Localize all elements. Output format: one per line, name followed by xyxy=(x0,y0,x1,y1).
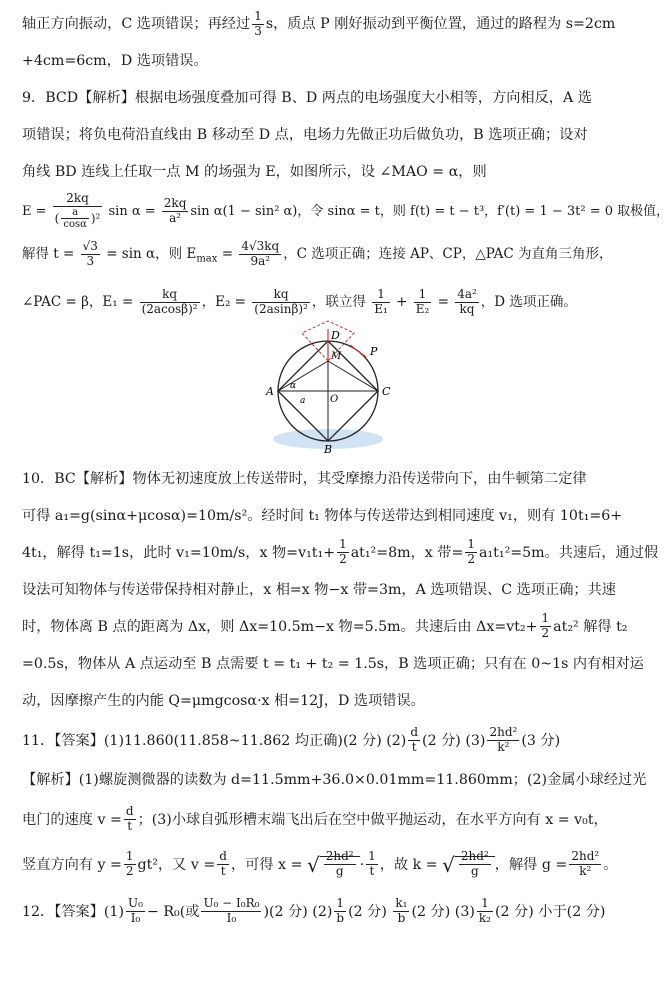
fraction: $\frac{1}{\text{k₂}}$ xyxy=(478,896,491,926)
fraction: $\frac{1}{2}$ xyxy=(125,849,134,879)
label-c: C xyxy=(382,384,391,398)
equation-line: E = 2kq ( $\frac{a}{\cos\alpha}$ )² sin α = $\frac{2kq}{\text{a²}}$ sin α(1 − sin² α)，令 sinα = t，则 f(t) = t − t³，f′(t) = 1 − 3t² = 0 取极值， xyxy=(22,191,669,231)
circle-square-figure xyxy=(22,327,625,457)
text-line: 动，因摩擦产生的内能 Q=μmgcosα·x 相=12J，D 选项错误。 xyxy=(22,692,425,709)
label-o: O xyxy=(330,393,339,405)
fraction: $\frac{kq}{\text{(2asinβ)²}}$ xyxy=(254,286,308,316)
label-p: P xyxy=(370,344,378,358)
fraction: $\frac{1}{2}$ xyxy=(339,537,347,567)
label-alpha: α xyxy=(290,380,297,391)
text-run: s，质点 P 刚好振动到平衡位置，通过的路程为 s=2cm xyxy=(265,16,616,32)
text-line: 4t₁，解得 t₁=1s，此时 v₁=10m/s，x 物=v₁t₁+ $\frac{1}{2}$ at₁²=8m，x 带= $\frac{1}{2}$ a₁t₁²=5m。共速后，通过假 xyxy=(22,537,659,567)
text-line xyxy=(22,6,625,43)
fraction: $\frac{1}{b}$ xyxy=(336,896,345,926)
fraction: $\frac{1}{2}$ xyxy=(541,611,550,641)
text-line: 时，物体离 B 点的距离为 Δx，则 Δx=10.5m−x 物=5.5m。共速后由 Δx=vt₂+ $\frac{1}{2}$ at₂² 解得 t₂ xyxy=(22,611,628,641)
label-side-a: a xyxy=(300,395,306,406)
label-a: A xyxy=(266,384,274,398)
label-b: B xyxy=(324,442,333,456)
geometry-diagram xyxy=(258,327,398,457)
question-9-heading: 9．BCD【解析】根据电场强度叠加可得 B、D 两点的电场强度大小相等，方向相反，A 选 xyxy=(22,90,592,106)
fraction: 2kq ( $\frac{a}{\cos\alpha}$ )² xyxy=(54,191,101,231)
fraction: $\frac{\text{4a²}}{kq}$ xyxy=(457,286,477,316)
fraction: $\frac{1}{t}$ xyxy=(368,849,376,879)
text-line: 电门的速度 v = $\frac{d}{t}$ ；(3)小球自弧形槽末端飞出后在空中做平抛运动，在水平方向有 x = v₀t， xyxy=(22,804,608,834)
fraction: $\frac{\text{U₀ − I₀R₀}}{\text{I₀}}$ xyxy=(203,896,260,926)
equation-line: 解得 t = $\frac{√3}{3}$ = sin α，则 $E_{max}$ = $\frac{4√3kq}{\text{9a²}}$ ，C 选项正确；连接 AP、CP，△PAC 为直角三角形， xyxy=(22,239,613,268)
text-line: 设法可知物体与传送带保持相对静止，x 相=x 物−x 带=3m，A 选项错误、C 选项正确；共速 xyxy=(22,581,616,598)
sqrt-icon: √ xyxy=(306,852,320,877)
text-line: 角线 BD 连线上任取一点 M 的场强为 E，如图所示，设 ∠MAO = α，则 xyxy=(22,164,487,180)
sqrt-icon: √ xyxy=(442,852,455,877)
text-run: 轴正方向振动，C 选项错误；再经过 xyxy=(22,16,251,32)
equation-line: ∠PAC = β，E₁ = $\frac{kq}{\text{(2acosβ)²}}$ ，E₂ = $\frac{kq}{\text{(2asinβ)²}}$ ，联立得 $\frac{1}{\text{E₁}}$ + $\frac{1}{\text{E₂}}$ = $\frac{\text{4a²}}{kq}$ ，D 选项正确。 xyxy=(22,286,577,316)
sqrt-radicand: $\frac{\text{2hd²}}{g}$ xyxy=(320,856,360,873)
fraction: $\frac{\text{k₁}}{b}$ xyxy=(395,896,408,926)
label-m: M xyxy=(331,350,342,362)
fraction: $\frac{1}{\text{E₁}}$ xyxy=(374,286,388,316)
fraction: $\frac{d}{t}$ xyxy=(125,804,134,834)
text-line: +4cm=6cm，D 选项错误。 xyxy=(22,53,208,69)
text-line: 可得 a₁=g(sinα+μcosα)=10m/s²。经时间 t₁ 物体与传送带达到相同速度 v₁，则有 10t₁=6+ xyxy=(22,507,623,524)
equation-line: 竖直方向有 y = $\frac{1}{2}$ gt²，又 v = $\frac{d}{t}$ ，可得 x = √ $\frac{\text{2hd²}}{g}$ · $\frac{1}{t}$ ，故 k = √ $\frac{\text{2hd²}}{g}$ ，解得 g = $\frac{\text{2hd²}}{\text{k²}}$ 。 xyxy=(22,849,618,879)
sqrt-radicand: $\frac{\text{2hd²}}{g}$ xyxy=(455,856,495,873)
text-line: 【解析】(1)螺旋测微器的读数为 d=11.5mm+36.0×0.01mm=11.860mm；(2)金属小球经过光 xyxy=(22,771,647,788)
fraction: $\frac{\text{2hd²}}{\text{k²}}$ xyxy=(489,725,518,755)
fraction: $\frac{d}{t}$ xyxy=(219,849,227,879)
pointer-arrow xyxy=(350,345,366,357)
fraction: $\frac{2kq}{\text{a²}}$ xyxy=(163,196,187,225)
fraction: $\frac{d}{t}$ xyxy=(410,725,419,755)
fraction: $\frac{\text{U₀}}{\text{I₀}}$ xyxy=(128,896,143,926)
fraction: $\frac{1}{2}$ xyxy=(467,537,476,567)
fraction: $\frac{1}{\text{E₂}}$ xyxy=(415,286,430,316)
question-12-answer: 12．【答案】(1) $\frac{\text{U₀}}{\text{I₀}}$ − R₀(或 $\frac{\text{U₀ − I₀R₀}}{\text{I₀}}$ )(2 分) (2) $\frac{1}{b}$ (2 分) $\frac{\text{k₁}}{b}$ (2 分) (3) $\frac{1}{\text{k₂}}$ (2 分) 小于(2 分) xyxy=(22,896,606,926)
question-10-heading: 10．BC【解析】物体无初速度放上传送带时，其受摩擦力沿传送带向下，由牛顿第二定律 xyxy=(22,470,587,487)
fraction: $\frac{4√3kq}{\text{9a²}}$ xyxy=(241,239,280,268)
fraction: $\frac{1}{3}$ xyxy=(254,8,262,38)
label-d: D xyxy=(331,328,340,342)
text-line: =0.5s，物体从 A 点运动至 B 点需要 t = t₁ + t₂ = 1.5s，B 选项正确；只有在 0~1s 内有相对运 xyxy=(22,655,644,672)
fraction: $\frac{\text{2hd²}}{\text{k²}}$ xyxy=(571,849,600,879)
text-line: 项错误；将负电荷沿直线由 B 移动至 D 点，电场力先做正功后做负功，B 选项正确；设对 xyxy=(22,127,588,143)
fraction: $\frac{√3}{3}$ xyxy=(82,239,98,268)
question-11-answer: 11．【答案】(1)11.860(11.858~11.862 均正确)(2 分) (2) $\frac{d}{t}$ (2 分) (3) $\frac{\text{2hd²}}{\text{k²}}$ (3 分) xyxy=(22,725,561,755)
fraction: $\frac{kq}{\text{(2acosβ)²}}$ xyxy=(141,286,198,316)
